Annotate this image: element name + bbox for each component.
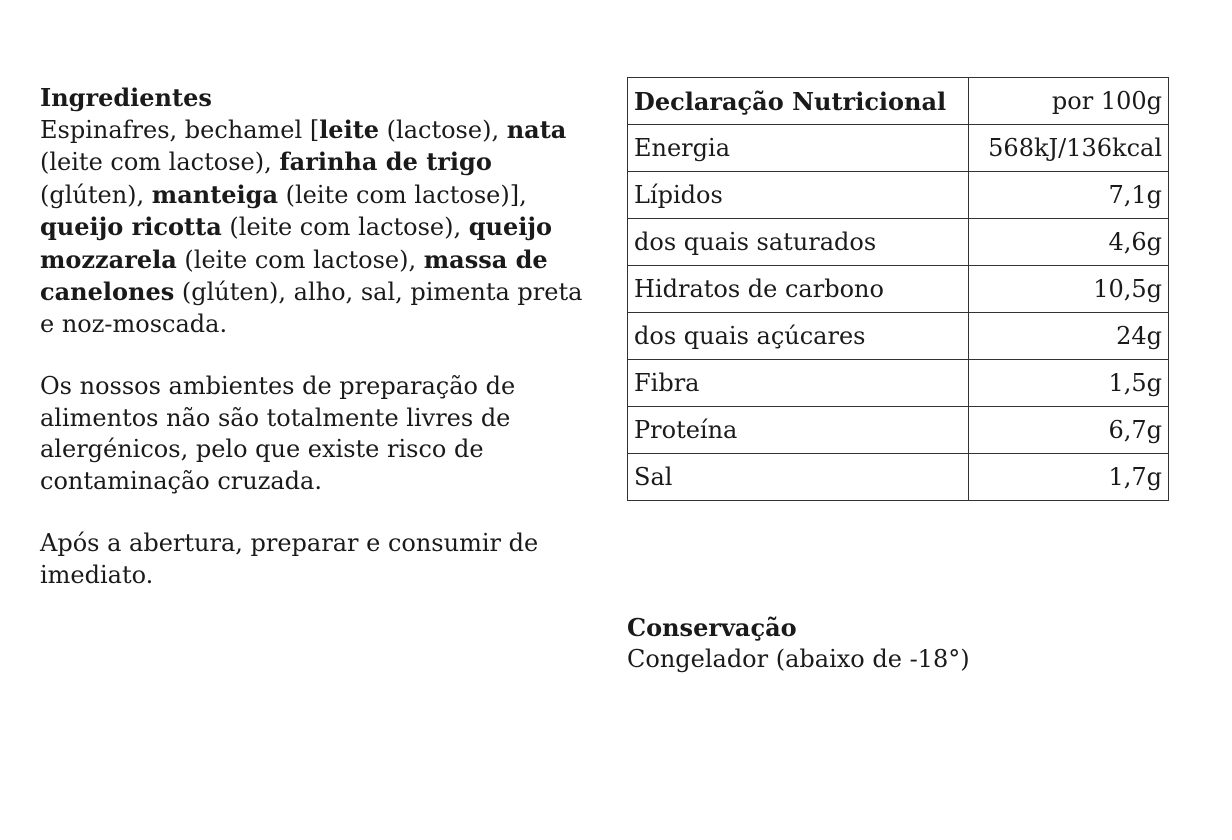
ingredients-text bbox=[40, 114, 600, 341]
nutrient-name: dos quais saturados bbox=[628, 219, 969, 266]
nutrient-name: Energia bbox=[628, 125, 969, 172]
table-row bbox=[628, 454, 1169, 501]
nutrient-name: Lípidos bbox=[628, 172, 969, 219]
allergen-highlight: nata bbox=[506, 114, 567, 144]
preparation-note: Após a abertura, preparar e consumir de imediato. bbox=[40, 529, 539, 589]
ingredient-text-segment: Espinafres, bechamel [ bbox=[40, 115, 320, 144]
nutrient-name: dos quais açúcares bbox=[628, 313, 969, 360]
nutrient-value: 24g bbox=[969, 313, 1169, 360]
allergen-highlight: queijo mozzarela bbox=[40, 212, 553, 274]
nutrient-value: 6,7g bbox=[969, 407, 1169, 454]
allergen-highlight: manteiga bbox=[151, 179, 278, 209]
nutrient-value: 4,6g bbox=[969, 219, 1169, 266]
nutrient-value: 7,1g bbox=[969, 172, 1169, 219]
ingredient-text-segment: (leite com lactose), bbox=[176, 245, 424, 274]
table-row bbox=[628, 313, 1169, 360]
nutrition-header-row bbox=[628, 78, 1169, 125]
nutrient-value: 1,7g bbox=[969, 454, 1169, 501]
nutrient-name: Proteína bbox=[628, 407, 969, 454]
table-row bbox=[628, 360, 1169, 407]
allergen-highlight: queijo ricotta bbox=[40, 212, 222, 241]
allergen-highlight: massa de canelones bbox=[40, 244, 548, 306]
conservation-heading: Conservação bbox=[627, 613, 797, 642]
ingredient-text-segment: (leite com lactose)], bbox=[278, 180, 527, 209]
conservation-block bbox=[627, 612, 970, 675]
nutrition-title: Declaração Nutricional bbox=[628, 78, 969, 125]
table-row bbox=[628, 219, 1169, 266]
nutrient-name: Fibra bbox=[628, 360, 969, 407]
table-row bbox=[628, 172, 1169, 219]
nutrient-name: Sal bbox=[628, 454, 969, 501]
table-row bbox=[628, 266, 1169, 313]
allergen-highlight: leite bbox=[319, 114, 380, 144]
ingredient-text-segment: (glúten), bbox=[40, 180, 152, 209]
ingredient-text-segment: (glúten), alho, sal, pimenta preta e noz-moscada. bbox=[40, 278, 583, 338]
allergen-highlight: farinha de trigo bbox=[279, 147, 492, 176]
left-column bbox=[40, 82, 600, 591]
nutrient-value: 1,5g bbox=[969, 360, 1169, 407]
nutrition-unit: por 100g bbox=[969, 78, 1169, 125]
ingredient-text-segment: (lactose), bbox=[379, 115, 507, 144]
ingredients-heading: Ingredientes bbox=[40, 83, 212, 112]
nutrient-value: 568kJ/136kcal bbox=[969, 125, 1169, 172]
nutrient-value: 10,5g bbox=[969, 266, 1169, 313]
ingredient-text-segment: (leite com lactose), bbox=[40, 148, 280, 176]
nutrient-name: Hidratos de carbono bbox=[628, 266, 969, 313]
table-row bbox=[628, 125, 1169, 172]
allergen-note: Os nossos ambientes de preparação de alimentos não são totalmente livres de alergénicos, pelo que existe risco de contaminação cruzada. bbox=[40, 372, 516, 495]
conservation-text: Congelador (abaixo de -18°) bbox=[627, 644, 970, 673]
ingredient-text-segment: (leite com lactose), bbox=[221, 213, 469, 241]
nutrition-table bbox=[627, 77, 1169, 501]
table-row bbox=[628, 407, 1169, 454]
